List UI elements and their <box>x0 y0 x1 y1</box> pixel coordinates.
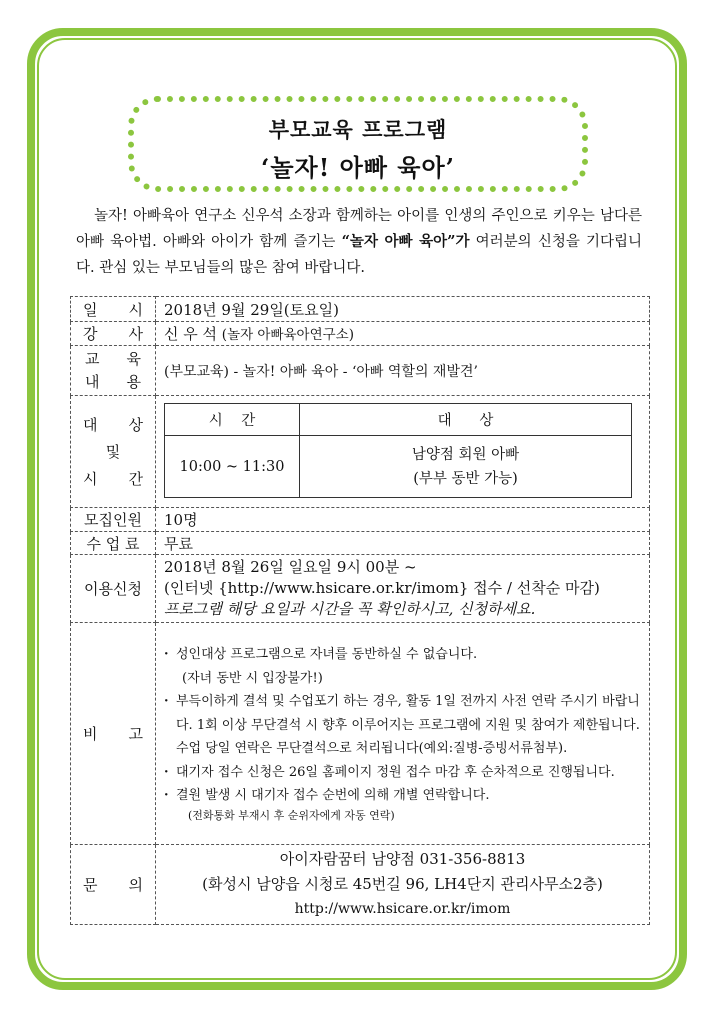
schedule-row <box>165 436 632 498</box>
intro-paragraph <box>76 203 642 281</box>
note-item: · 대기자 접수 신청은 26일 홈페이지 정원 접수 마감 후 순차적으로 진행됩니다. <box>164 761 649 785</box>
note-4b: (전화통화 부재시 후 순위자에게 자동 연락) <box>188 808 395 822</box>
content-value: (부모교육) - 놀자! 아빠 육아 - ‘아빠 역할의 재발견’ <box>156 346 650 396</box>
intro-text-2: 여러분의 신청을 기다립니다. 관심 있는 부모님들의 많은 참여 바랍니다. <box>76 234 643 276</box>
lecturer-name: 신 우 석 <box>164 325 218 343</box>
row-apply <box>71 555 650 623</box>
date-value: 2018년 9월 29일(토요일) <box>156 297 650 322</box>
label-target-3: 및 <box>105 442 121 461</box>
label-contact-a: 문 <box>83 876 98 894</box>
row-contact <box>71 845 650 925</box>
notes-list <box>156 639 649 828</box>
schedule-header <box>165 404 632 436</box>
label-date-b: 시 <box>128 300 143 319</box>
schedule-target-2: (부부 동반 가능) <box>413 470 518 487</box>
label-content-2: 육 <box>126 349 141 368</box>
contact-address: (화성시 남양읍 시청로 45번길 96, LH4단지 관리사무소2층) <box>202 875 603 893</box>
row-content <box>71 346 650 396</box>
schedule-target-1: 남양점 회원 아빠 <box>411 446 520 463</box>
label-apply: 이용신청 <box>71 555 156 623</box>
apply-note: 프로그램 해당 요일과 시간을 꼭 확인하시고, 신청하세요. <box>164 600 536 618</box>
title-line-1: 부모교육 프로그램 <box>268 117 448 142</box>
lecturer-org: (놀자 아빠육아연구소) <box>221 327 354 343</box>
title-line-2: ‘놀자! 아빠 육아’ <box>260 153 456 182</box>
label-target-1: 대 <box>83 415 98 434</box>
capacity-value: 10명 <box>156 508 650 532</box>
row-lecturer <box>71 322 650 346</box>
label-target-4: 시 <box>83 469 98 488</box>
label-notes-a: 비 <box>83 725 98 743</box>
intro-text-1: 놀자! 아빠육아 연구소 신우석 소장과 함께하는 아이를 인생의 주인으로 키우는 남다른 아빠 육아법. 아빠와 아이가 함께 즐기는 <box>76 208 642 250</box>
info-table <box>70 296 650 925</box>
schedule-head-target: 대 상 <box>300 404 632 436</box>
label-content-3: 내 <box>85 372 100 391</box>
row-target <box>71 396 650 508</box>
row-date <box>71 297 650 322</box>
row-capacity <box>71 508 650 532</box>
label-lecturer-b: 사 <box>128 325 143 343</box>
note-item: · 부득이하게 결석 및 수업포기 하는 경우, 활동 1일 전까지 사전 연락 주시기 바랍니다. 1회 이상 무단결석 시 향후 이루어지는 프로그램에 지원 및 참여가 제한됩니다. 수업 당일 연락은 무단결석으로 처리됩니다(예외:질병-증빙서류첨부). <box>164 690 649 761</box>
label-capacity: 모집인원 <box>71 508 156 532</box>
label-date-a: 일 <box>83 300 98 319</box>
title-box <box>128 96 588 192</box>
schedule-table <box>164 403 632 498</box>
label-contact-b: 의 <box>128 876 143 894</box>
note-4: 결원 발생 시 대기자 접수 순번에 의해 개별 연락합니다. <box>176 788 490 804</box>
note-1: 성인대상 프로그램으로 자녀를 동반하실 수 없습니다. <box>176 647 478 663</box>
apply-line-1: 2018년 8월 26일 일요일 9시 00분 ~ <box>164 558 417 576</box>
note-item <box>164 784 649 824</box>
label-target-2: 상 <box>128 415 143 434</box>
intro-bold: “놀자 아빠 육아”가 <box>341 233 470 250</box>
label-target-5: 간 <box>128 469 143 488</box>
contact-name-phone: 아이자람꿈터 남양점 031-356-8813 <box>279 850 526 868</box>
label-lecturer-a: 강 <box>83 325 98 343</box>
row-fee <box>71 532 650 555</box>
label-content-1: 교 <box>85 349 100 368</box>
label-content-4: 용 <box>126 372 141 391</box>
label-fee: 수 업 료 <box>71 532 156 555</box>
apply-link[interactable]: (인터넷 {http://www.hsicare.or.kr/imom} 접수 / 선착순 마감) <box>164 579 600 597</box>
note-1b: (자녀 동반 시 입장불가!) <box>182 670 323 686</box>
schedule-head-time: 시 간 <box>165 404 300 436</box>
contact-url[interactable]: http://www.hsicare.or.kr/imom <box>294 901 511 917</box>
schedule-time: 10:00 ~ 11:30 <box>165 436 300 498</box>
note-item <box>164 643 649 690</box>
fee-value: 무료 <box>156 532 650 555</box>
label-notes-b: 고 <box>128 725 143 743</box>
row-notes <box>71 623 650 845</box>
